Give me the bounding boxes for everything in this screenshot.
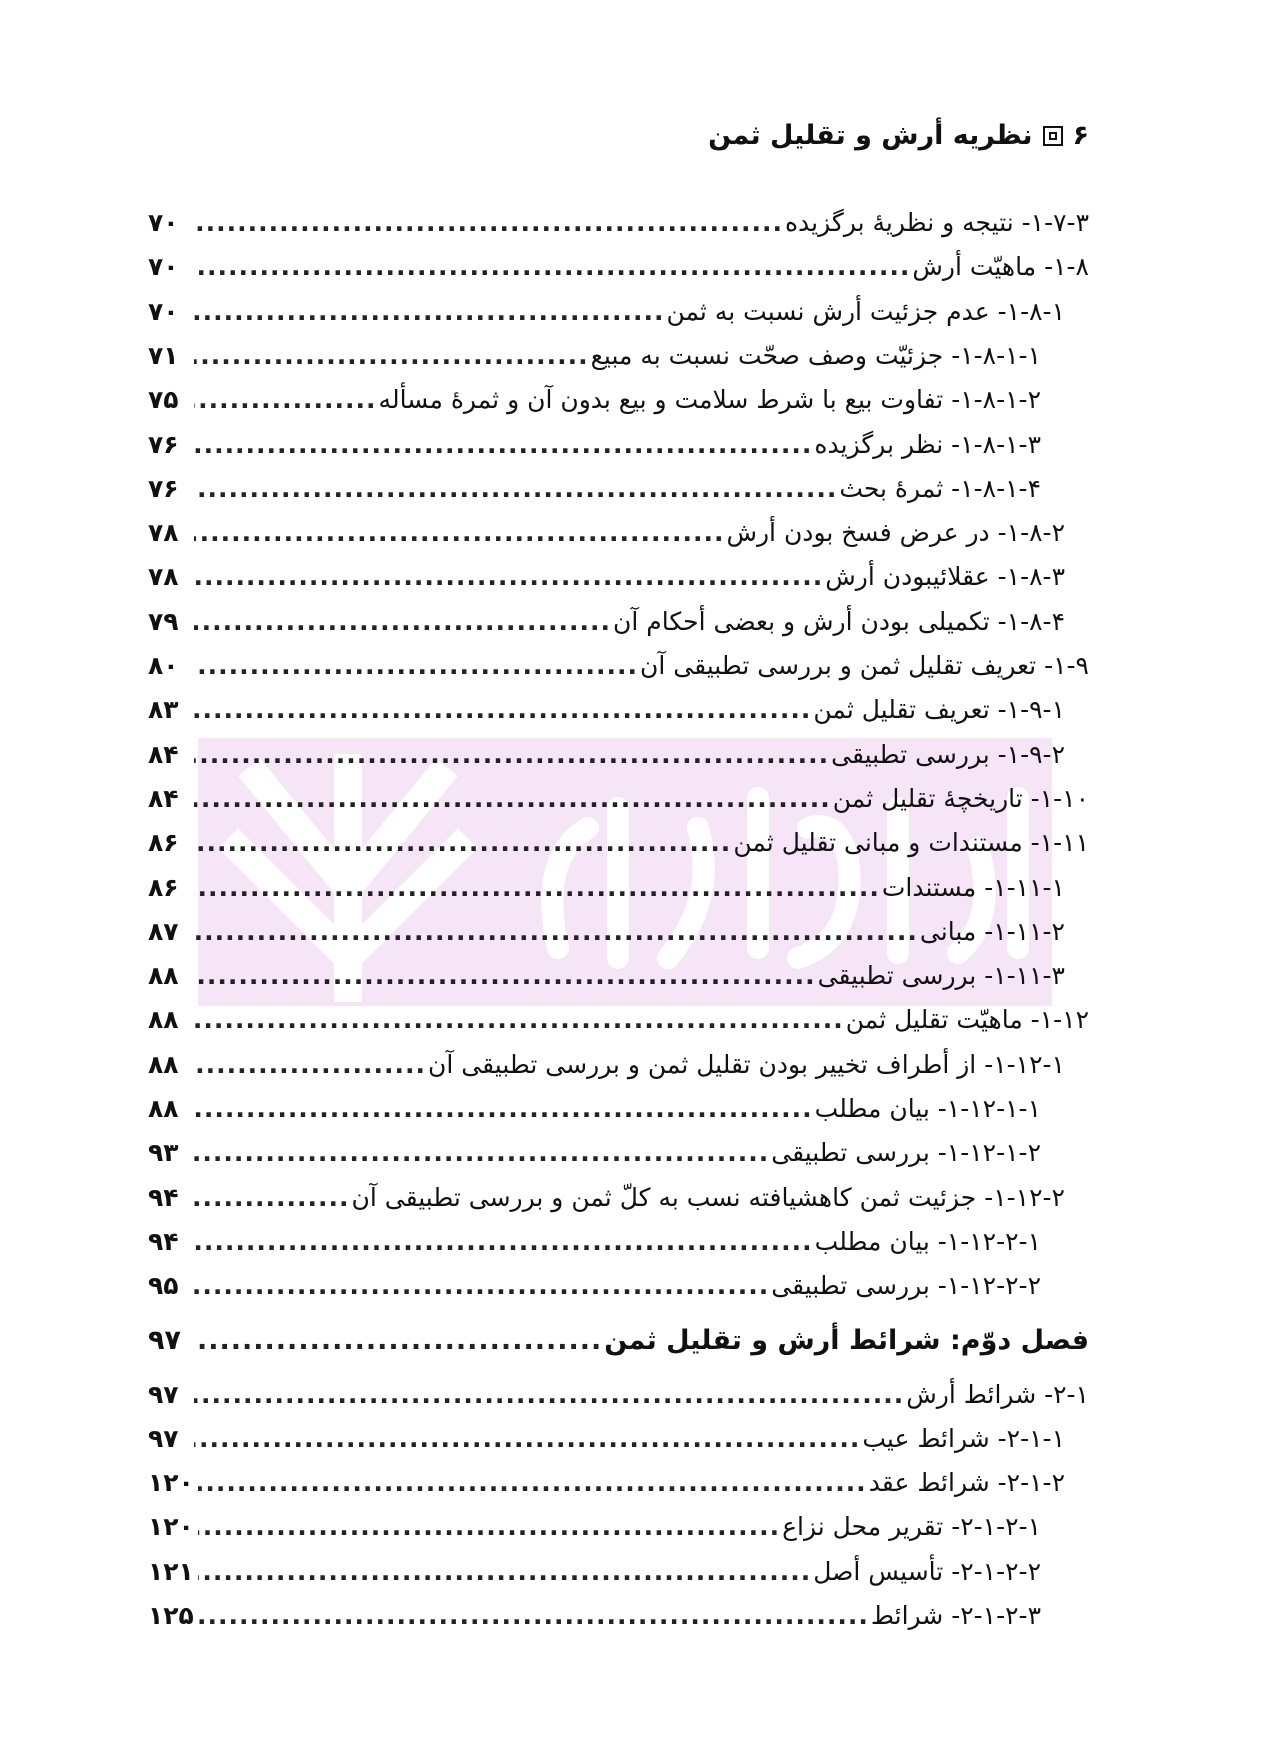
toc-entry <box>148 820 1089 864</box>
dot-leader <box>194 917 918 947</box>
toc-entry-title: ۲-۱-۱- شرائط عیب <box>862 1423 1065 1453</box>
toc-entry-title: ۲-۱-۲-۱- تقریر محل نزاع <box>782 1512 1041 1542</box>
toc-entry-line <box>148 1380 1089 1416</box>
toc-entry-line <box>148 1050 1065 1086</box>
toc-entry <box>148 997 1089 1041</box>
toc-entry-title: ۱-۱۲-۲-۲- بررسی تطبیقی <box>771 1271 1041 1301</box>
toc-entry-page-number: ۹۷ <box>148 1379 179 1409</box>
dot-leader <box>194 784 831 814</box>
toc-entry-title: ۱-۸-۱-۳- نظر برگزیده <box>814 429 1041 459</box>
toc-entry <box>148 1460 1089 1504</box>
toc-entry <box>148 1042 1089 1086</box>
toc-entry-line <box>148 252 1089 288</box>
toc-entry-line <box>148 740 1065 776</box>
dot-leader <box>194 1424 860 1454</box>
toc-entry-title: فصل دوّم: شرائط أرش و تقلیل ثمن <box>604 1324 1089 1356</box>
toc-entry <box>148 1175 1089 1219</box>
toc-chapter-entry <box>148 1318 1089 1362</box>
toc-entry-title: ۲-۱-۲- شرائط عقد <box>868 1468 1065 1498</box>
toc-entry-line <box>148 1005 1089 1041</box>
toc-entry <box>148 244 1089 288</box>
dot-leader <box>194 341 589 371</box>
toc-entry-line <box>148 208 1089 244</box>
toc-entry-line <box>148 1138 1041 1174</box>
toc-entry-title: ۱-۱۰- تاریخچۀ تقلیل ثمن <box>832 783 1089 813</box>
toc-entry-page-number: ۸۷ <box>148 916 179 946</box>
toc-entry-page-number: ۷۰ <box>148 252 179 282</box>
toc-entry-page-number: ۷۰ <box>148 208 179 237</box>
toc-entry-line <box>148 961 1065 997</box>
toc-entry-line <box>148 297 1065 333</box>
toc-entry-title: ۲-۱-۲-۳- شرائط <box>870 1601 1041 1630</box>
toc-entry-page-number: ۸۸ <box>148 1005 179 1035</box>
toc-entry-page-number: ۷۶ <box>148 473 179 503</box>
toc-entry <box>148 1504 1089 1548</box>
toc-entry <box>148 1130 1089 1174</box>
header-book-title: نظریه أرش و تقلیل ثمن <box>708 120 1033 151</box>
toc-entry-title: ۱-۸-۲- در عرض فسخ بودن أرش <box>726 518 1065 548</box>
toc-entry-title: ۱-۹-۱- تعریف تقلیل ثمن <box>813 695 1065 725</box>
toc-entry-title: ۱-۸-۴- تکمیلی بودن أرش و بعضی أحکام آن <box>613 606 1065 636</box>
dot-leader <box>194 430 812 460</box>
toc-entry-title: ۱-۸-۱-۴- ثمرۀ بحث <box>839 473 1041 503</box>
toc-entry <box>148 200 1089 244</box>
dot-leader <box>194 297 664 327</box>
toc-entry-line <box>148 1512 1041 1548</box>
toc-entry-line <box>148 1424 1065 1460</box>
toc-entry-title: ۱-۸-۱-۲- تفاوت بیع با شرط سلامت و بیع بدون آن و ثمرۀ مسأله <box>378 385 1041 415</box>
dot-leader <box>194 1005 844 1035</box>
toc-entry-line <box>148 562 1065 598</box>
dot-leader <box>194 873 880 903</box>
toc-entry-page-number: ۸۶ <box>148 828 179 858</box>
toc-entry-page-number: ۹۵ <box>148 1271 179 1301</box>
toc-entry-title: ۱-۱۱- مستندات و مبانی تقلیل ثمن <box>733 828 1089 858</box>
toc-entry-title: ۱-۱۲- ماهیّت تقلیل ثمن <box>845 1005 1089 1035</box>
toc-entry-page-number: ۸۸ <box>148 1049 179 1079</box>
toc-entry <box>148 510 1089 554</box>
dot-leader <box>194 695 811 725</box>
toc-entry-title: ۱-۱۱-۱- مستندات <box>881 872 1065 902</box>
toc-entry-line <box>148 341 1041 377</box>
dot-leader <box>194 208 783 238</box>
toc-entry-line <box>148 474 1041 510</box>
dot-leader <box>194 1050 426 1080</box>
toc-entry <box>148 466 1089 510</box>
dot-leader <box>194 518 724 548</box>
toc-entry <box>148 732 1089 776</box>
toc-entry-title: ۱-۸-۳- عقلائیبودن أرش <box>825 562 1065 592</box>
toc-entry-line <box>148 1601 1041 1637</box>
dot-leader <box>194 1138 769 1168</box>
toc-entry <box>148 953 1089 997</box>
toc-entry-page-number: ۸۰ <box>148 651 179 680</box>
toc-entry <box>148 687 1089 731</box>
dot-leader <box>198 1512 780 1542</box>
toc-entry <box>148 333 1089 377</box>
toc-entry-page-number: ۹۷ <box>148 1423 179 1453</box>
toc-entry-line <box>148 695 1065 731</box>
toc-entry-page-number: ۱۲۰ <box>148 1512 194 1542</box>
toc-entry-page-number: ۸۴ <box>148 739 179 769</box>
dot-leader <box>198 1601 869 1631</box>
toc-entry-page-number: ۷۹ <box>148 606 179 636</box>
toc-entry <box>148 289 1089 333</box>
dot-leader <box>198 1468 867 1498</box>
dot-leader <box>194 1094 813 1124</box>
toc-entry-page-number: ۹۴ <box>148 1226 179 1256</box>
toc-entry-title: ۱-۱۲-۱-۱- بیان مطلب <box>814 1094 1041 1123</box>
toc-entry-page-number: ۷۶ <box>148 429 179 459</box>
toc-entry-page-number: ۸۶ <box>148 872 179 902</box>
running-header <box>708 120 1089 151</box>
dot-leader <box>194 651 638 681</box>
toc-entry-line <box>148 607 1065 643</box>
toc-entry <box>148 865 1089 909</box>
toc-entry <box>148 1263 1089 1307</box>
toc-entry-title: ۱-۱۲-۲- جزئیت ثمن کاهشیافته نسب به کلّ ثمن و بررسی تطبیقی آن <box>351 1182 1065 1212</box>
header-page-number: ۶ <box>1072 120 1089 151</box>
toc-entry-page-number: ۷۸ <box>148 562 179 592</box>
dot-leader <box>194 961 816 991</box>
toc-entry-line <box>148 873 1065 909</box>
toc-entry-line <box>148 1468 1065 1504</box>
dot-leader <box>194 252 910 282</box>
toc-entry <box>148 377 1089 421</box>
dot-leader <box>194 562 823 592</box>
toc-entry-page-number: ۷۵ <box>148 385 179 415</box>
toc-entry-title: ۱-۸-۱-۱- جزئیّت وصف صحّت نسبت به مبیع <box>590 340 1041 370</box>
toc-entry-page-number: ۱۲۵ <box>148 1601 194 1630</box>
toc-entry-title: ۱-۱۲-۲-۱- بیان مطلب <box>814 1226 1041 1256</box>
toc-entry-line <box>148 917 1065 953</box>
toc-entry <box>148 776 1089 820</box>
toc-entry-page-number: ۱۲۰ <box>148 1468 194 1498</box>
dot-leader <box>194 607 611 637</box>
toc-entry-line <box>148 430 1041 466</box>
toc-entry-title: ۲-۱- شرائط أرش <box>906 1379 1089 1409</box>
toc-entry-page-number: ۷۸ <box>148 518 179 548</box>
toc-entry-line <box>148 1227 1041 1263</box>
toc-entry-page-number: ۹۷ <box>148 1324 181 1356</box>
dot-leader <box>194 828 731 858</box>
toc-entry-line <box>148 1094 1041 1130</box>
toc-entry-title: ۱-۱۱-۲- مبانی <box>919 916 1065 946</box>
toc-entry <box>148 1416 1089 1460</box>
toc-entry-line <box>148 1326 1089 1362</box>
toc-entry-page-number: ۱۲۱ <box>148 1556 194 1586</box>
toc-entry-title: ۱-۹- تعریف تقلیل ثمن و بررسی تطبیقی آن <box>639 651 1089 680</box>
toc-entry <box>148 1593 1089 1637</box>
toc-entry-line <box>148 385 1041 421</box>
toc-entry-page-number: ۹۴ <box>148 1182 179 1212</box>
toc-entry-line <box>148 1271 1041 1307</box>
toc-entry <box>148 643 1089 687</box>
toc-entry-line <box>148 1557 1041 1593</box>
toc-entry <box>148 1219 1089 1263</box>
dot-leader <box>194 1271 769 1301</box>
toc-entry-line <box>148 784 1089 820</box>
toc-entry <box>148 909 1089 953</box>
toc-entry <box>148 1086 1089 1130</box>
toc-entry-page-number: ۸۴ <box>148 783 179 813</box>
toc-entry-title: ۱-۸-۱- عدم جزئیت أرش نسبت به ثمن <box>666 296 1065 326</box>
toc-entry <box>148 1549 1089 1593</box>
toc-entry-line <box>148 518 1065 554</box>
toc-entry-title: ۱-۹-۲- بررسی تطبیقی <box>831 739 1065 769</box>
toc-entry-line <box>148 1183 1065 1219</box>
toc-entry <box>148 554 1089 598</box>
toc-entry <box>148 422 1089 466</box>
toc-entry <box>148 599 1089 643</box>
toc-entry-page-number: ۷۰ <box>148 296 179 326</box>
toc-entry-page-number: ۹۳ <box>148 1138 179 1168</box>
toc-entry-title: ۱-۱۲-۱-۲- بررسی تطبیقی <box>771 1138 1041 1168</box>
toc-entry-line <box>148 828 1089 864</box>
toc-entry-line <box>148 651 1089 687</box>
toc-entry-title: ۲-۱-۲-۲- تأسیس أصل <box>813 1556 1041 1586</box>
toc-entry-page-number: ۸۸ <box>148 1094 179 1123</box>
dot-leader <box>194 1183 350 1213</box>
dot-leader <box>194 740 829 770</box>
dot-leader <box>194 1380 904 1410</box>
square-ornament-icon <box>1043 126 1063 146</box>
dot-leader <box>194 1326 602 1356</box>
toc-entry-title: ۱-۸- ماهیّت أرش <box>912 252 1089 282</box>
toc-entry-title: ۱-۱۲-۱- از أطراف تخییر بودن تقلیل ثمن و بررسی تطبیقی آن <box>428 1049 1065 1079</box>
toc-entry-page-number: ۷۱ <box>148 340 179 370</box>
dot-leader <box>194 1227 813 1257</box>
toc-entry-page-number: ۸۸ <box>148 961 179 991</box>
dot-leader <box>194 474 837 504</box>
dot-leader <box>198 1557 811 1587</box>
toc-entry-page-number: ۸۳ <box>148 695 179 725</box>
toc-entry <box>148 1372 1089 1416</box>
toc-entry-title: ۱-۱۱-۳- بررسی تطبیقی <box>817 961 1065 991</box>
dot-leader <box>194 385 377 415</box>
toc-entry-title: ۱-۷-۳- نتیجه و نظریۀ برگزیده <box>784 208 1089 237</box>
